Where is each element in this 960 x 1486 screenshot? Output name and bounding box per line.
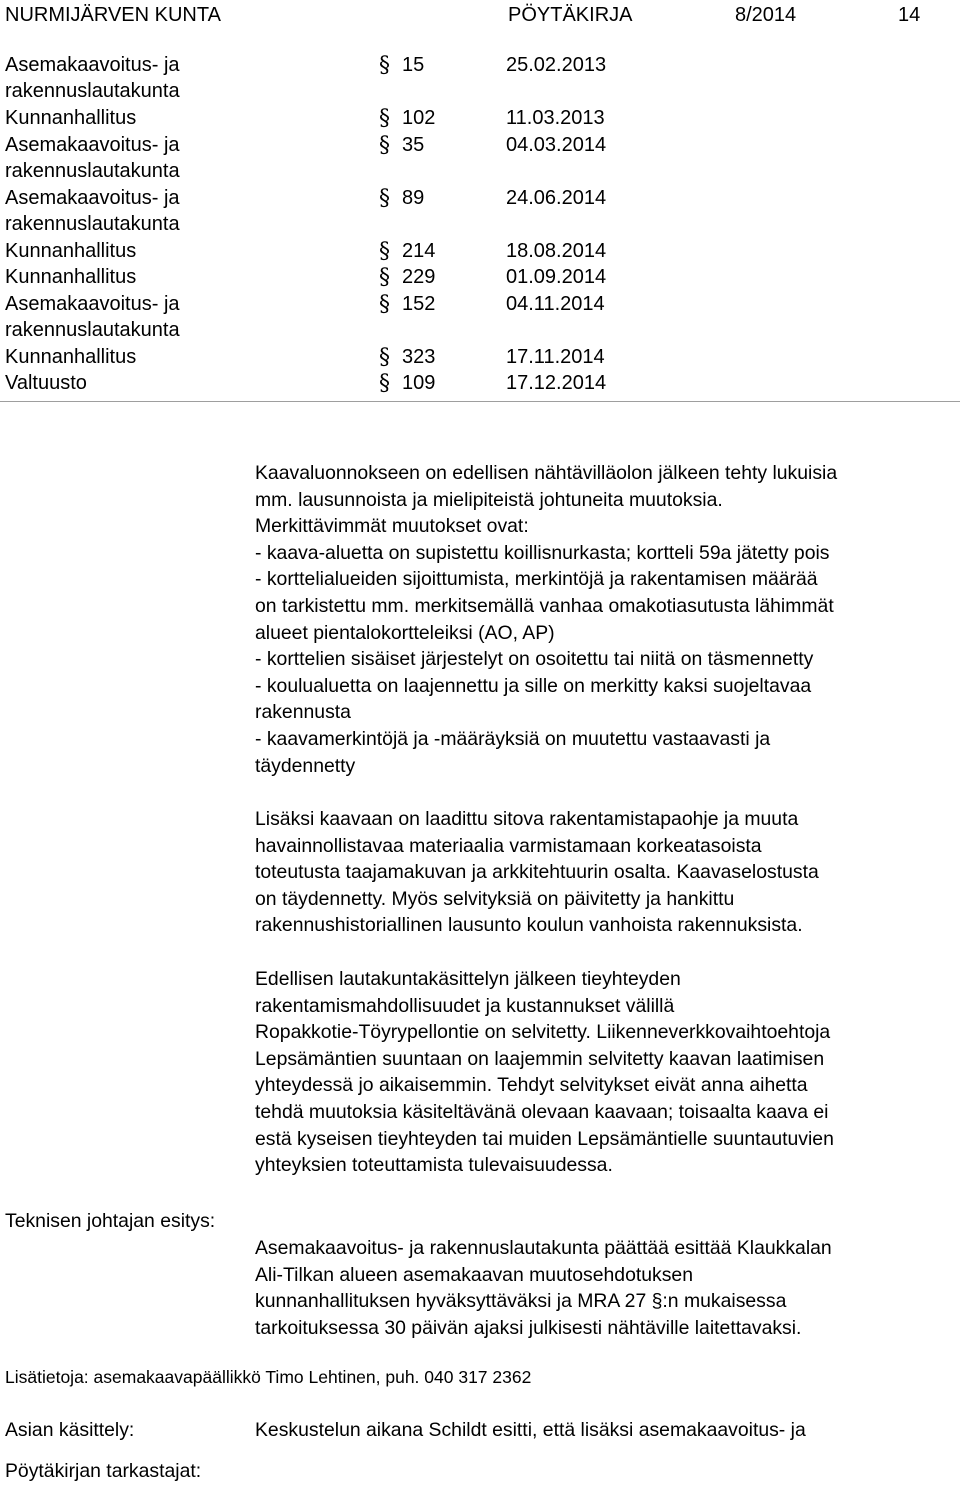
additional-material-paragraph <box>255 806 955 939</box>
text-line: tehdä muutoksia käsiteltävänä olevaan kaavaan; toisaalta kaava ei <box>255 1100 829 1123</box>
handling-text: Keskustelun aikana Schildt esitti, että lisäksi asemakaavoitus- ja <box>255 1419 806 1441</box>
history-paragraph: 102 <box>402 107 436 129</box>
text-line: on tarkistettu mm. merkitsemällä vanhaa omakotiasutusta lähimmät <box>255 594 834 617</box>
document-type: PÖYTÄKIRJA <box>508 4 633 26</box>
history-date: 04.03.2014 <box>506 133 607 156</box>
history-paragraph: 15 <box>402 54 425 76</box>
history-date: 18.08.2014 <box>506 239 607 262</box>
history-body: Asemakaavoitus- ja rakennuslautakunta <box>5 292 180 341</box>
history-body: Asemakaavoitus- ja rakennuslautakunta <box>5 133 180 182</box>
history-paragraph: 229 <box>402 266 436 288</box>
text-line: Ali-Tilkan alueen asemakaavan muutosehdotuksen <box>255 1263 693 1286</box>
text-line: yhteyksien toteuttamista tulevaisuudessa. <box>255 1154 613 1177</box>
history-date: 04.11.2014 <box>506 292 605 315</box>
section-mark: § <box>379 53 390 78</box>
history-paragraph: 109 <box>402 372 436 394</box>
text-line: havainnollistavaa materiaalia varmistamaan korkeatasoista <box>255 834 762 857</box>
road-connection-paragraph <box>255 966 955 1179</box>
history-date: 11.03.2013 <box>506 107 605 129</box>
history-row <box>0 370 960 397</box>
history-row <box>0 264 960 291</box>
history-body: Asemakaavoitus- ja rakennuslautakunta <box>5 186 180 235</box>
section-mark: § <box>379 132 390 158</box>
text-line: Lepsämäntien suuntaan on laajemmin selvitetty kaavan laatimisen <box>255 1047 825 1070</box>
page-header <box>0 0 960 28</box>
text-line: toteutusta taajamakuvan ja arkkitehtuurin osalta. Kaavaselostusta <box>255 861 819 884</box>
history-date: 25.02.2013 <box>506 54 607 76</box>
history-body: Valtuusto <box>5 372 87 394</box>
proposal-label: Teknisen johtajan esitys: <box>5 1210 216 1232</box>
document-number: 8/2014 <box>735 4 797 26</box>
text-line: - korttelialueiden sijoittumista, merkintöjä ja rakentamisen määrää <box>255 568 818 591</box>
page-number: 14 <box>898 4 921 26</box>
handling-label: Asian käsittely: <box>5 1419 135 1441</box>
history-body: Kunnanhallitus <box>5 239 137 262</box>
text-line: täydennetty <box>255 754 356 777</box>
text-line: - kaavamerkintöjä ja -määräyksiä on muutettu vastaavasti ja <box>255 727 771 750</box>
text-line: yhteydessä jo aikaisemmin. Tehdyt selvitykset eivät anna aihetta <box>255 1074 808 1097</box>
history-date: 24.06.2014 <box>506 186 607 209</box>
history-divider <box>0 401 960 402</box>
history-paragraph: 323 <box>402 345 436 368</box>
section-mark: § <box>379 185 390 211</box>
history-body: Kunnanhallitus <box>5 107 137 129</box>
text-line: Kaavaluonnokseen on edellisen nähtävilläolon jälkeen tehty lukuisia <box>255 462 838 484</box>
text-line: tarkoituksessa 30 päivän ajaksi julkisesti nähtäville laitettavaksi. <box>255 1316 802 1339</box>
text-line: kunnanhallituksen hyväksyttäväksi ja MRA 27 §:n mukaisessa <box>255 1290 787 1313</box>
section-mark: § <box>379 291 390 317</box>
section-mark: § <box>379 106 390 131</box>
history-row <box>0 238 960 265</box>
section-mark: § <box>379 344 390 370</box>
history-date: 17.12.2014 <box>506 372 607 394</box>
text-line: Ropakkotie-Töyrypellontie on selvitetty. Liikenneverkkovaihtoehtoja <box>255 1021 831 1044</box>
changes-paragraph <box>255 460 955 779</box>
history-body: Kunnanhallitus <box>5 266 137 288</box>
text-line: rakentamismahdollisuudet ja kustannukset välillä <box>255 994 675 1017</box>
text-line: alueet pientalokortteleiksi (AO, AP) <box>255 621 555 644</box>
text-line: - korttelien sisäiset järjestelyt on osoitettu tai niitä on täsmennetty <box>255 648 814 671</box>
text-line: on täydennetty. Myös selvityksiä on päivitetty ja hankittu <box>255 887 735 910</box>
reviewers-label: Pöytäkirjan tarkastajat: <box>5 1460 202 1482</box>
contact-info: Lisätietoja: asemakaavapäällikkö Timo Lehtinen, puh. 040 317 2362 <box>5 1367 532 1387</box>
history-paragraph: 214 <box>402 239 436 262</box>
proposal-text <box>255 1235 955 1341</box>
history-row <box>0 105 960 132</box>
section-mark: § <box>379 265 390 290</box>
history-row <box>0 52 960 105</box>
text-line: mm. lausunnoista ja mielipiteistä johtuneita muutoksia. <box>255 488 723 511</box>
section-mark: § <box>379 238 390 264</box>
history-paragraph: 35 <box>402 133 425 156</box>
organization-name: NURMIJÄRVEN KUNTA <box>5 4 221 26</box>
history-row <box>0 132 960 185</box>
history-row <box>0 344 960 371</box>
text-line: estä kyseisen tieyhteyden tai muiden Lepsämäntielle suuntautuvien <box>255 1127 834 1150</box>
history-date: 01.09.2014 <box>506 266 607 288</box>
text-line: Merkittävimmät muutokset ovat: <box>255 515 529 538</box>
text-line: Edellisen lautakuntakäsittelyn jälkeen tieyhteyden <box>255 968 681 990</box>
history-body: Kunnanhallitus <box>5 345 137 368</box>
text-line: rakennushistoriallinen lausunto koulun vanhoista rakennuksista. <box>255 914 803 937</box>
text-line: - koulualuetta on laajennettu ja sille on merkitty kaksi suojeltavaa <box>255 674 812 697</box>
history-body: Asemakaavoitus- ja rakennuslautakunta <box>5 54 180 102</box>
section-mark: § <box>379 371 390 396</box>
text-line: Asemakaavoitus- ja rakennuslautakunta päättää esittää Klaukkalan <box>255 1237 832 1259</box>
history-row <box>0 291 960 344</box>
history-paragraph: 89 <box>402 186 425 209</box>
history-date: 17.11.2014 <box>506 345 605 368</box>
text-line: Lisäksi kaavaan on laadittu sitova rakentamistapaohje ja muuta <box>255 808 799 830</box>
history-row <box>0 185 960 238</box>
text-line: - kaava-aluetta on supistettu koillisnurkasta; kortteli 59a jätetty pois <box>255 541 830 564</box>
history-paragraph: 152 <box>402 292 436 315</box>
text-line: rakennusta <box>255 701 351 724</box>
handling-history <box>0 52 960 397</box>
